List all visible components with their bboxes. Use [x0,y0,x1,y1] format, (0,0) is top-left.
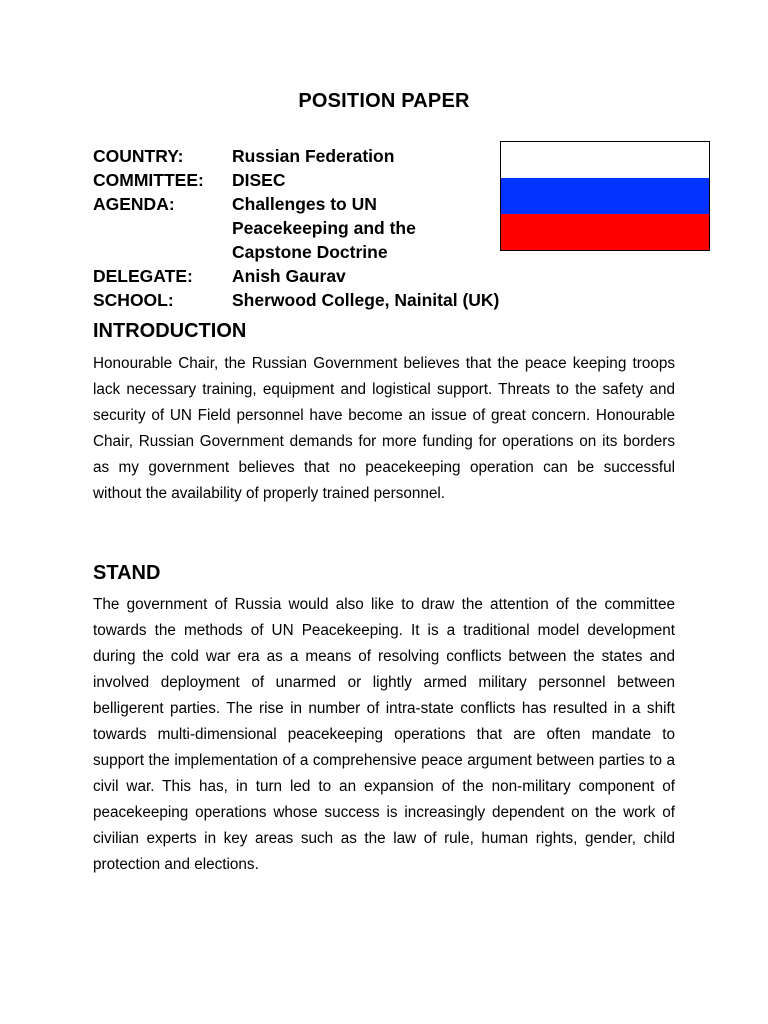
meta-value: Challenges to UN Peacekeeping and the Capstone Doctrine [232,194,416,262]
meta-value: Sherwood College, Nainital (UK) [232,290,500,310]
flag-stripe-blue [501,178,709,214]
section-heading-stand: STAND [93,562,161,584]
meta-label: COUNTRY: [93,146,184,166]
flag-stripe-white [501,142,709,178]
meta-label: AGENDA: [93,194,175,214]
meta-label: COMMITTEE: [93,170,204,190]
page-title: POSITION PAPER [298,90,470,112]
meta-label: SCHOOL: [93,290,174,310]
section-body-introduction: Honourable Chair, the Russian Government believes that the peace keeping troops lack necessary training, equipment and logistical support. Threats to the safety and security of UN Field personnel have become an issue of great concern. Honourable Chair, Russian Government demands for more funding for operations on its borders as my government believes that no peacekeeping operation can be successful without the availability of properly trained personnel. [93,355,675,502]
metadata-block [93,144,512,312]
meta-row-committee [93,168,512,192]
meta-value: DISEC [232,170,286,190]
meta-row-agenda [93,192,512,264]
meta-row-delegate [93,264,512,288]
russian-flag-image [500,141,710,251]
meta-row-school [93,288,512,312]
meta-label: DELEGATE: [93,266,193,286]
section-heading-introduction: INTRODUCTION [93,320,247,342]
meta-row-country [93,144,512,168]
section-body-stand: The government of Russia would also like to draw the attention of the committee towards the methods of UN Peacekeeping. It is a traditional model development during the cold war era as a means of resolving conflicts between the states and involved deployment of unarmed or lightly armed military personnel between belligerent parties. The rise in number of intra-state conflicts has resulted in a shift towards multi-dimensional peacekeeping operations that are often mandate to support the implementation of a comprehensive peace argument between parties to a civil war. This has, in turn led to an expansion of the non-military component of peacekeeping operations whose success is increasingly dependent on the work of civilian experts in key areas such as the law of rule, human rights, gender, child protection and elections. [93,596,675,873]
flag-stripe-red [501,214,709,250]
meta-value: Anish Gaurav [232,266,346,286]
meta-value: Russian Federation [232,146,395,166]
